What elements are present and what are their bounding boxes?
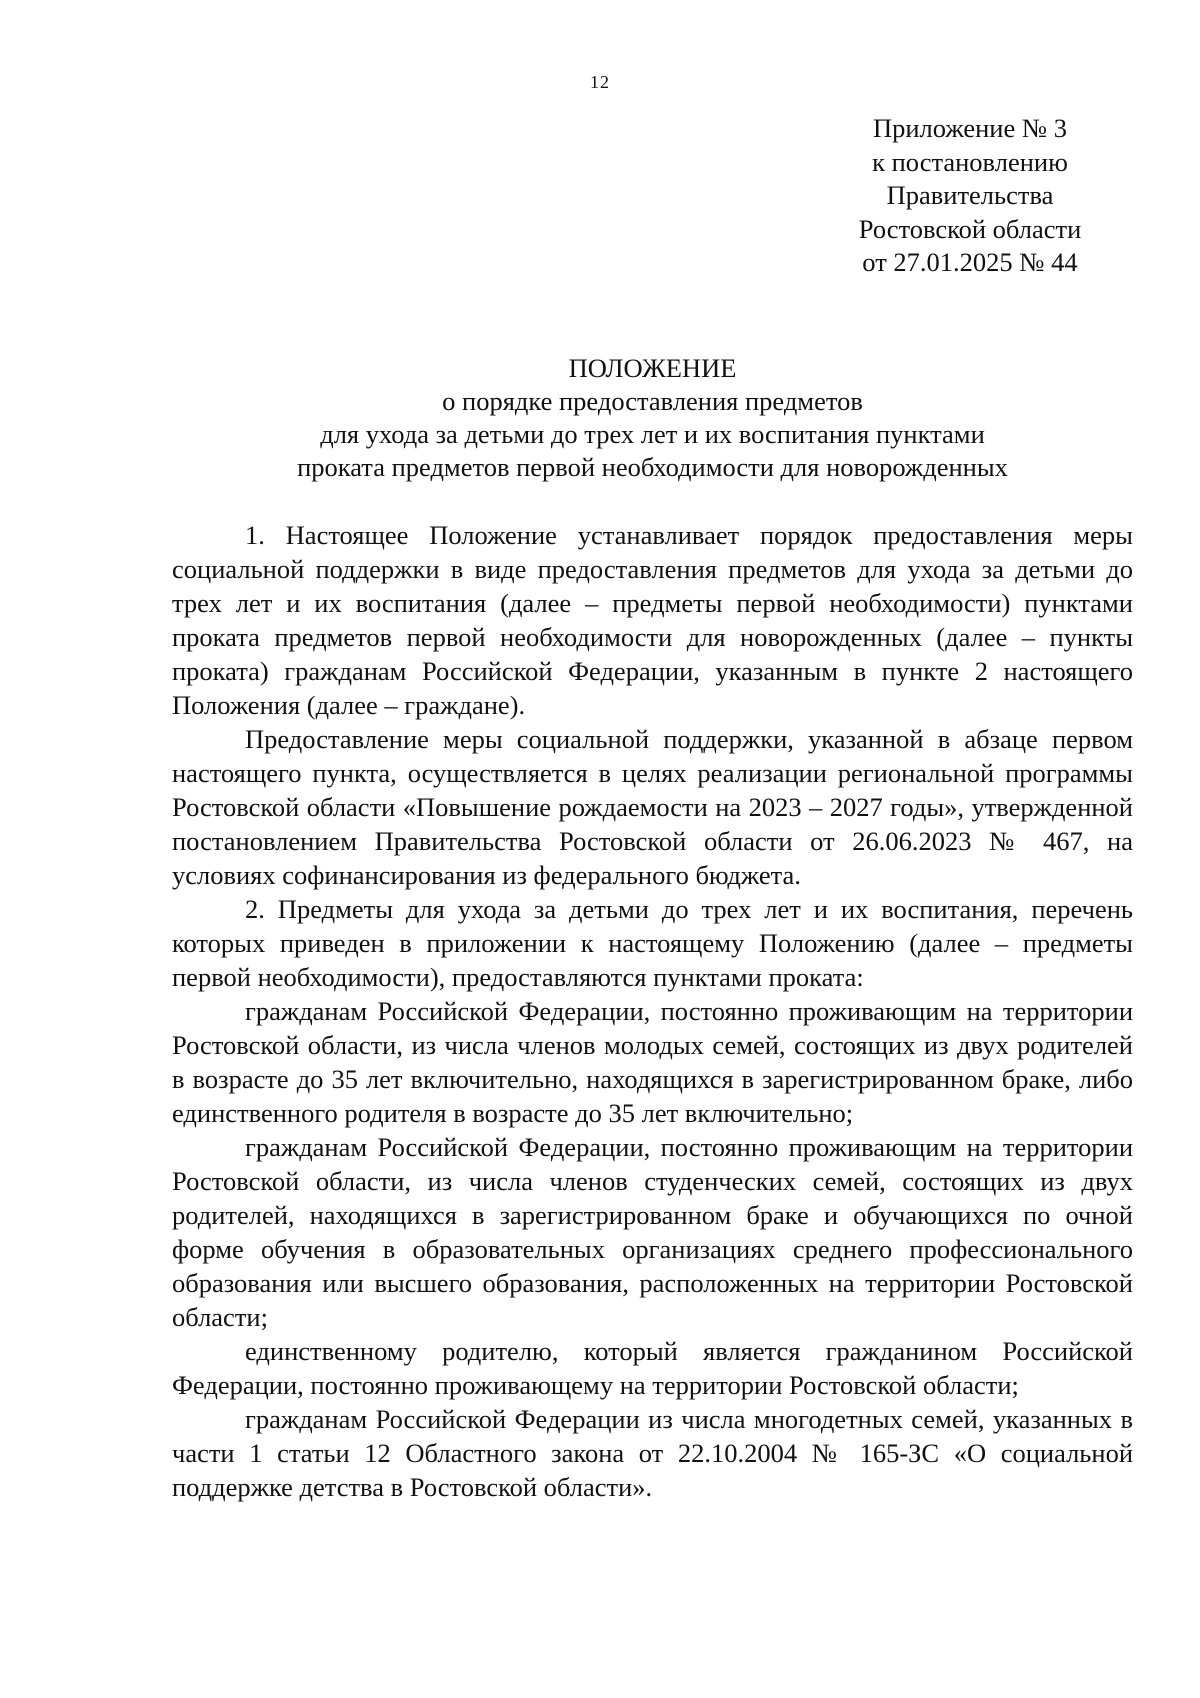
- body-paragraph: гражданам Российской Федерации, постоянно проживающим на территории Ростовской области, из числа членов студенческих семей, состоящих из двух родителей, находящихся в зарегистрированном браке и обучающихся по очной форме обучения в образовательных организациях среднего профессионального образования или высшего образования, расположенных на территории Ростовской области;: [172, 1132, 1133, 1332]
- body-paragraph: 1. Настоящее Положение устанавливает порядок предоставления меры социальной поддержки в виде предоставления предметов для ухода за детьми до трех лет и их воспитания (далее – предметы первой необходимости) пунктами проката предметов первой необходимости для новорожденных (далее – пункты проката) гражданам Российской Федерации, указанным в пункте 2 настоящего Положения (далее – граждане).: [172, 520, 1133, 720]
- body-paragraph: единственному родителю, который является гражданином Российской Федерации, постоянно проживающему на территории Ростовской области;: [172, 1336, 1133, 1400]
- document-body: [172, 518, 1133, 1504]
- annex-header: [835, 112, 1105, 280]
- annex-line: от 27.01.2025 № 44: [862, 247, 1078, 277]
- body-paragraph: 2. Предметы для ухода за детьми до трех лет и их воспитания, перечень которых приведен в приложении к настоящему Положению (далее – предметы первой необходимости), предоставляются пунктами проката:: [172, 894, 1133, 992]
- document-title: [170, 352, 1135, 484]
- title-subtitle-line: для ухода за детьми до трех лет и их воспитания пунктами: [320, 419, 985, 449]
- page-number: 12: [590, 72, 610, 92]
- annex-line: к постановлению: [872, 146, 1068, 177]
- annex-line: Приложение № 3: [872, 113, 1067, 143]
- title-subtitle-line: о порядке предоставления предметов: [442, 386, 863, 416]
- annex-line: Правительства: [886, 180, 1054, 210]
- body-paragraph: Предоставление меры социальной поддержки, указанной в абзаце первом настоящего пункта, осуществляется в целях реализации региональной программы Ростовской области «Повышение рождаемости на 2023 – 2027 годы», утвержденной постановлением Правительства Ростовской области от 26.06.2023 № 467, на условиях софинансирования из федерального бюджета.: [172, 724, 1133, 890]
- annex-line: Ростовской области: [858, 213, 1082, 244]
- body-paragraph: гражданам Российской Федерации, постоянно проживающим на территории Ростовской области, из числа членов молодых семей, состоящих из двух родителей в возрасте до 35 лет включительно, находящихся в зарегистрированном браке, либо единственного родителя в возрасте до 35 лет включительно;: [172, 996, 1133, 1128]
- title-heading: ПОЛОЖЕНИЕ: [568, 353, 737, 383]
- body-paragraph: гражданам Российской Федерации из числа многодетных семей, указанных в части 1 статьи 12 Областного закона от 22.10.2004 № 165-ЗС «О социальной поддержке детства в Ростовской области».: [172, 1404, 1133, 1502]
- title-subtitle-line: проката предметов первой необходимости для новорожденных: [297, 452, 1008, 482]
